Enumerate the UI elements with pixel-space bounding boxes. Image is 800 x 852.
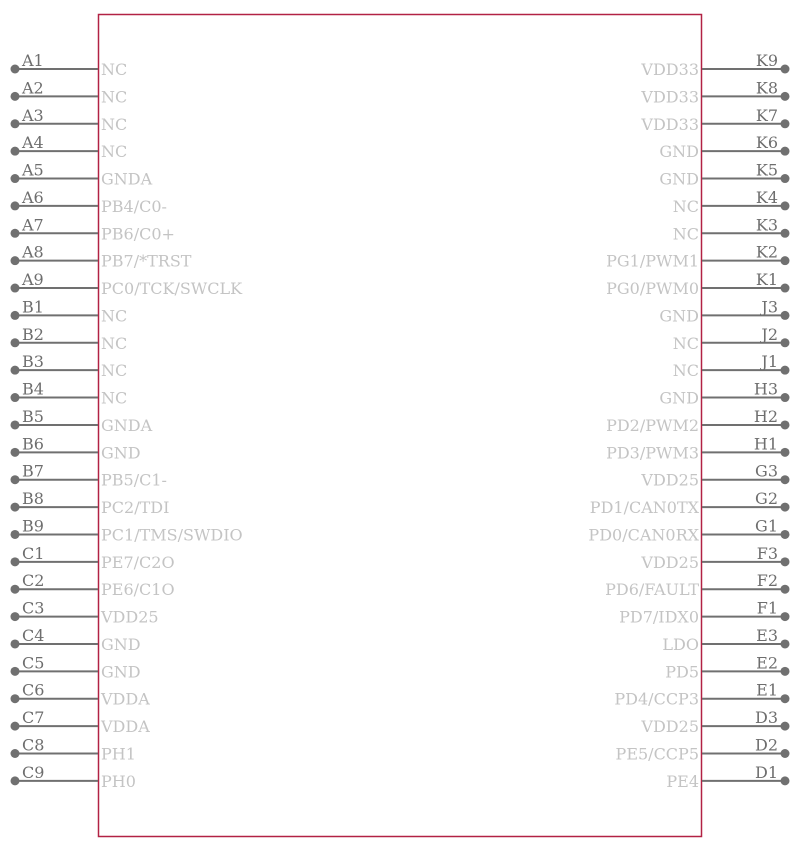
pin-terminal-dot [11,147,20,156]
pin-J1 [673,352,790,380]
pin-number: A2 [22,78,44,98]
pin-J2 [673,325,790,353]
pin-number: F1 [756,598,778,618]
pin-number: D1 [754,762,778,782]
pin-terminal-dot [781,65,790,74]
pin-name: GND [659,169,699,189]
pin-terminal-dot [781,530,790,539]
pin-terminal-dot [11,92,20,101]
pin-B9 [11,516,243,544]
pin-K7 [640,106,789,134]
pin-B8 [11,489,170,517]
pin-C8 [11,736,136,764]
pin-name: VDD33 [641,114,699,134]
pin-terminal-dot [781,92,790,101]
pin-terminal-dot [11,420,20,429]
pin-number: K8 [755,78,778,98]
pin-terminal-dot [11,749,20,758]
pin-C7 [11,708,151,736]
pin-name: VDD25 [641,470,699,490]
pin-terminal-dot [11,229,20,238]
pin-name: PC2/TDI [101,498,170,518]
pin-name: NC [672,333,699,353]
right-pin-group [588,51,789,791]
pin-number: K1 [755,270,778,290]
pin-name: PG0/PWM0 [606,279,699,299]
pin-name: VDDA [101,717,150,737]
pin-name: PC0/TCK/SWCLK [101,279,243,299]
pin-name: NC [672,196,699,216]
pin-number: F2 [756,571,778,591]
pin-number: C9 [22,762,45,782]
pin-number: C2 [22,571,45,591]
pin-name: PD0/CAN0RX [588,525,699,545]
pin-terminal-dot [781,366,790,375]
pin-terminal-dot [781,557,790,566]
pin-B7 [11,462,167,490]
pin-terminal-dot [781,147,790,156]
pin-C9 [11,763,136,791]
pin-C5 [11,653,141,681]
pin-terminal-dot [781,694,790,703]
pin-J3 [659,297,789,325]
pin-A7 [11,215,175,243]
pin-number: E3 [756,625,778,645]
pin-terminal-dot [781,393,790,402]
pin-number: A9 [22,270,44,290]
pin-number: B7 [22,461,44,481]
pin-name: NC [101,361,128,381]
pin-number: A8 [22,242,44,262]
pin-K5 [659,161,789,189]
pin-K1 [606,270,789,298]
pin-name: NC [101,87,128,107]
pin-K2 [606,243,789,271]
pin-terminal-dot [11,557,20,566]
pin-number: K2 [755,242,778,262]
pin-terminal-dot [781,749,790,758]
pin-terminal-dot [781,229,790,238]
pin-name: VDD33 [641,87,699,107]
pin-terminal-dot [11,256,20,265]
pin-C2 [11,571,175,599]
pin-name: PB5/C1- [101,470,167,490]
pin-terminal-dot [781,776,790,785]
pin-name: NC [101,306,128,326]
pin-terminal-dot [11,612,20,621]
pin-terminal-dot [11,393,20,402]
pin-name: PE7/C2O [101,552,175,572]
pin-number: D2 [754,735,778,755]
pin-B4 [11,380,128,408]
pin-D2 [616,736,790,764]
pin-terminal-dot [781,475,790,484]
pin-B5 [11,407,153,435]
pin-number: K4 [755,187,778,207]
pin-A8 [11,243,192,271]
pin-name: VDD33 [641,60,699,79]
pin-terminal-dot [11,475,20,484]
pin-number: B5 [22,406,44,426]
pin-terminal-dot [11,776,20,785]
pin-terminal-dot [781,612,790,621]
pin-name: NC [672,224,699,244]
pin-number: C4 [22,625,45,645]
pin-number: B1 [22,297,44,317]
pin-name: PE4 [666,771,699,791]
pin-B1 [11,297,128,325]
pin-number: E1 [756,680,778,700]
pin-name: PB7/*TRST [101,251,192,271]
pin-terminal-dot [11,284,20,293]
pin-name: GND [101,662,141,682]
pin-terminal-dot [781,174,790,183]
pin-number: B8 [22,489,44,509]
pin-A4 [11,133,128,161]
pin-terminal-dot [781,639,790,648]
pin-number: K3 [755,215,778,235]
pin-name: VDD25 [101,607,159,627]
pin-number: K7 [755,105,778,125]
pin-A3 [11,106,128,134]
pin-name: VDD25 [641,552,699,572]
pin-A1 [11,51,128,79]
pin-number: H1 [753,434,778,454]
pin-terminal-dot [781,448,790,457]
pin-number: A1 [22,51,44,70]
pin-number: G3 [755,461,778,481]
pin-number: B4 [22,379,44,399]
pin-name: NC [101,114,128,134]
pin-name: GND [101,634,141,654]
pin-terminal-dot [781,311,790,320]
pin-terminal-dot [11,503,20,512]
pin-number: B9 [22,516,44,536]
pin-terminal-dot [11,667,20,676]
pin-C4 [11,626,141,654]
pin-H2 [606,407,789,435]
pin-number: E2 [756,653,778,673]
pin-number: K9 [755,51,778,70]
pin-number: F3 [756,543,778,563]
pin-name: GND [659,388,699,408]
pin-F1 [619,599,789,627]
pin-K3 [673,215,790,243]
pin-name: LDO [662,634,699,654]
pin-F2 [605,571,789,599]
pin-terminal-dot [11,174,20,183]
pin-terminal-dot [11,722,20,731]
pin-name: VDD25 [641,717,699,737]
pin-number: C7 [22,708,45,728]
pin-number: D3 [754,708,778,728]
pin-C1 [11,544,175,572]
pin-number: C8 [22,735,45,755]
pin-number: B3 [22,352,44,372]
pin-name: VDDA [101,689,150,709]
pin-A5 [11,161,153,189]
pin-name: PB6/C0+ [101,224,175,244]
pin-number: A3 [22,105,44,125]
pin-number: A6 [22,187,44,207]
pin-name: PD1/CAN0TX [589,498,699,518]
pin-number: H2 [753,406,778,426]
pin-G1 [588,516,789,544]
pin-B3 [11,352,128,380]
pin-number: H3 [753,379,778,399]
pin-K6 [659,133,789,161]
pin-name: PG1/PWM1 [606,251,699,271]
pin-terminal-dot [781,420,790,429]
pin-terminal-dot [11,448,20,457]
pin-B2 [11,325,128,353]
pin-name: PD2/PWM2 [606,415,699,435]
pin-name: GND [659,306,699,326]
pin-G3 [640,462,789,490]
pin-name: PD7/IDX0 [619,607,699,627]
pin-number: G2 [755,489,778,509]
pin-E2 [665,653,789,681]
pin-terminal-dot [781,585,790,594]
pin-terminal-dot [781,119,790,128]
pin-name: PB4/C0- [101,196,167,216]
pin-terminal-dot [781,667,790,676]
pin-A9 [11,270,244,298]
pin-terminal-dot [11,338,20,347]
pin-name: PD3/PWM3 [606,443,699,463]
pin-number: K5 [755,160,778,180]
pin-F3 [640,544,789,572]
pin-terminal-dot [781,503,790,512]
pin-terminal-dot [11,201,20,210]
pin-name: GNDA [101,169,153,189]
pin-terminal-dot [11,65,20,74]
pin-number: K6 [755,133,778,153]
pin-terminal-dot [11,639,20,648]
pin-terminal-dot [781,201,790,210]
pin-terminal-dot [781,338,790,347]
left-pin-group [11,51,244,791]
pin-B6 [11,434,141,462]
pin-number: J1 [761,352,778,372]
pin-number: C3 [22,598,45,618]
pin-terminal-dot [781,284,790,293]
pin-terminal-dot [11,530,20,539]
pin-name: NC [672,361,699,381]
pin-terminal-dot [11,585,20,594]
pin-terminal-dot [781,256,790,265]
pin-number: A7 [22,215,44,235]
pin-terminal-dot [11,366,20,375]
pin-number: B6 [22,434,44,454]
pin-K9 [640,51,789,79]
pin-name: GND [101,443,141,463]
pin-C3 [11,599,159,627]
pin-terminal-dot [11,311,20,320]
pin-number: G1 [755,516,778,536]
pin-K8 [640,78,789,106]
pin-G2 [590,489,790,517]
pin-D3 [640,708,789,736]
pin-H1 [606,434,789,462]
pin-number: A4 [22,133,44,153]
pin-name: PE5/CCP5 [615,744,699,764]
pin-number: C5 [22,653,45,673]
pin-name: PD5 [665,662,699,682]
pin-K4 [673,188,790,216]
pin-name: PE6/C1O [101,580,175,600]
pin-number: A5 [22,160,44,180]
pin-C6 [11,681,151,709]
pin-H3 [659,380,789,408]
pin-E3 [662,626,789,654]
pin-number: J3 [761,297,778,317]
pin-terminal-dot [781,722,790,731]
pin-name: GND [659,142,699,162]
pin-terminal-dot [11,119,20,128]
pin-name: PH0 [101,771,136,791]
pin-name: NC [101,60,128,79]
pin-A6 [11,188,167,216]
pin-A2 [11,78,128,106]
pin-number: B2 [22,324,44,344]
pin-terminal-dot [11,694,20,703]
pin-name: NC [101,333,128,353]
pin-name: PD6/FAULT [605,580,699,600]
pin-name: PD4/CCP3 [614,689,699,709]
pin-D1 [666,763,789,791]
pin-name: PH1 [101,744,136,764]
pin-number: C1 [22,543,45,563]
pin-name: PC1/TMS/SWDIO [101,525,243,545]
pin-number: C6 [22,680,45,700]
pin-name: GNDA [101,415,153,435]
pin-name: NC [101,142,128,162]
pin-number: J2 [761,324,778,344]
pin-name: NC [101,388,128,408]
